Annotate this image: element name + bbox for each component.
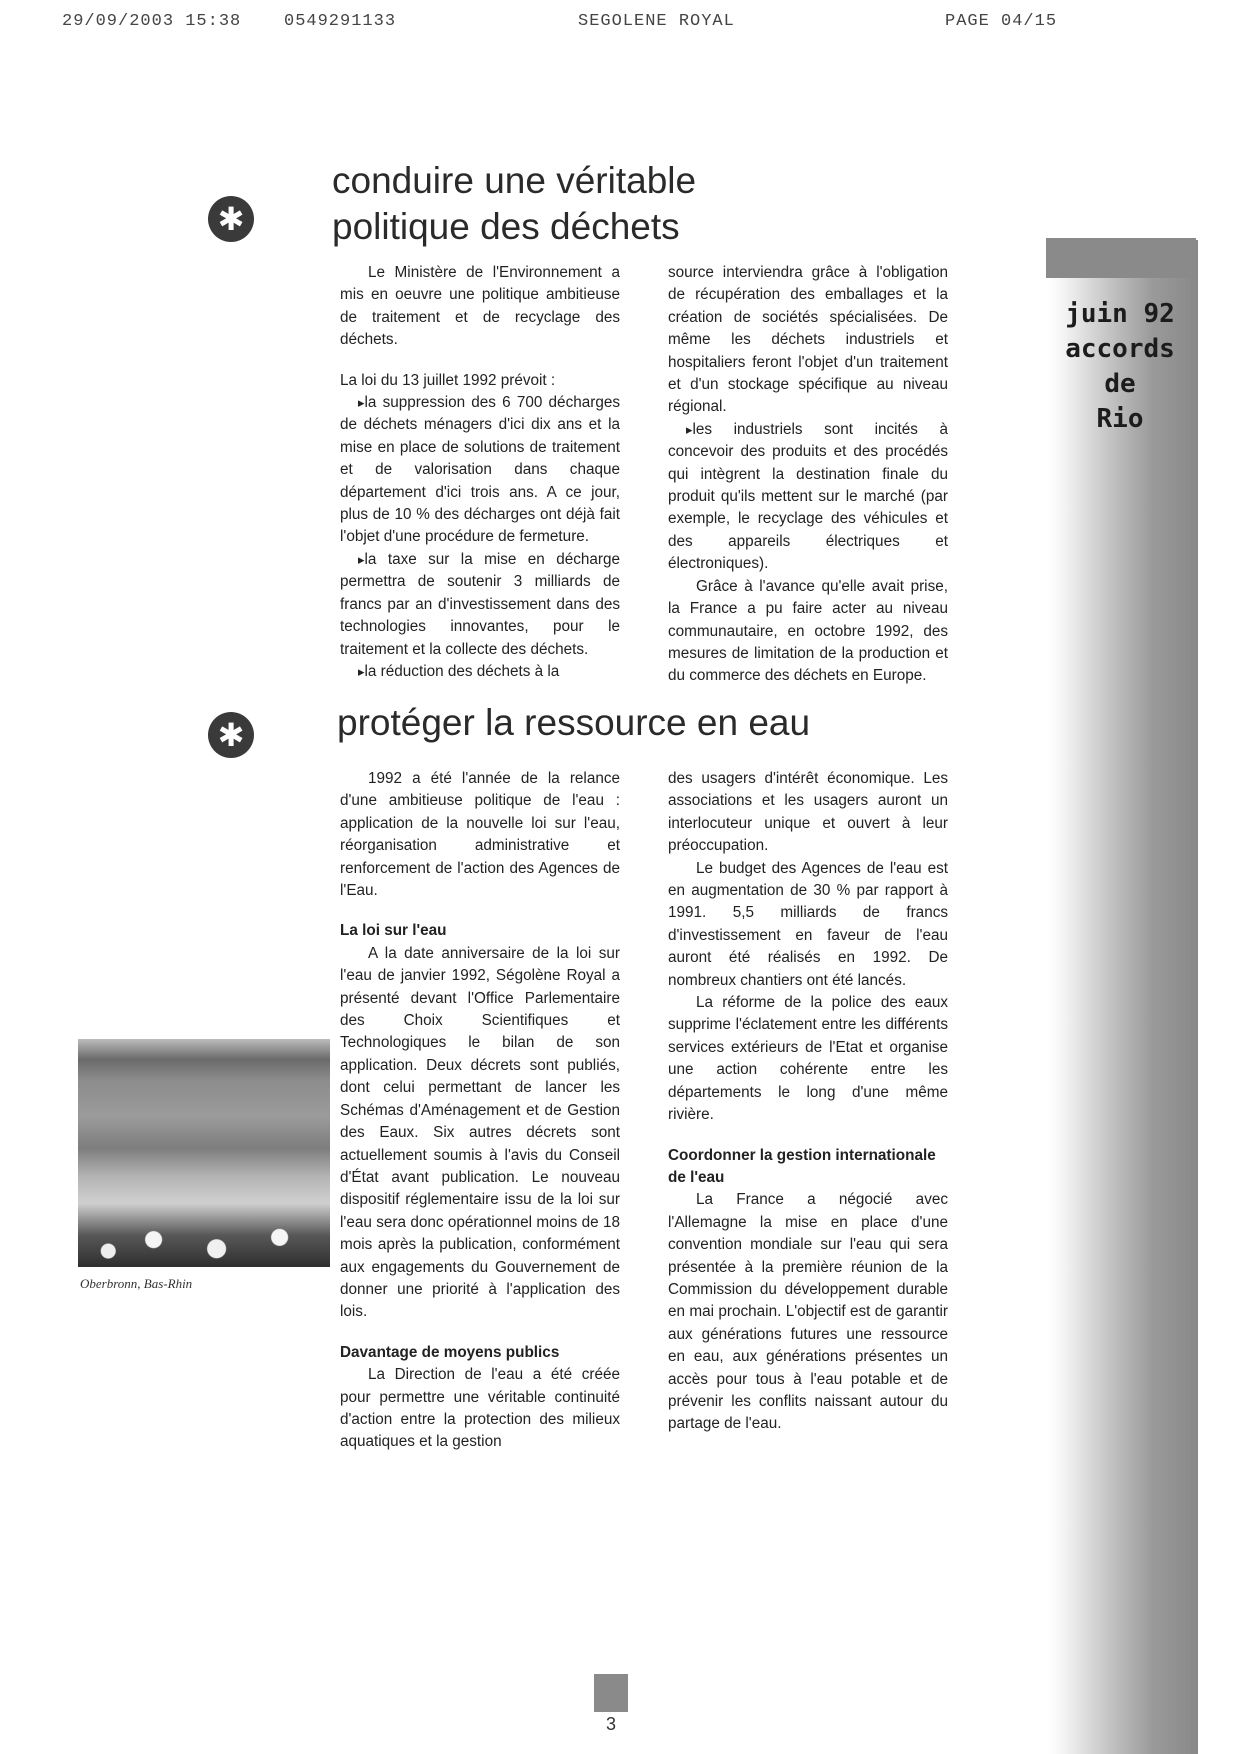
landscape-photo [78, 1039, 330, 1267]
section2-column-right [668, 768, 948, 1436]
section-title-dechets [332, 158, 696, 250]
sidebar-caption-line: de [1104, 369, 1136, 399]
section-title-eau: protéger la ressource en eau [337, 702, 811, 743]
page-number: 3 [605, 1714, 616, 1734]
paragraph: La Direction de l'eau a été créée pour permettre une véritable continuité d'action entre la protection des milieux aquatiques et la gestion [340, 1366, 620, 1451]
sidebar-shaded-strip [1048, 240, 1198, 1754]
list-item: ▸ la taxe sur la mise en décharge permettra de soutenir 3 milliards de francs par an d'investissement dans des technologies innovantes, pour le traitement et la collecte des déchets. [340, 549, 620, 661]
paragraph: La loi du 13 juillet 1992 prévoit : [340, 371, 556, 389]
sidebar-caption-line: accords [1065, 334, 1175, 364]
list-item: ▸ la réduction des déchets à la [340, 661, 620, 683]
sidebar-caption-line: juin 92 [1065, 299, 1175, 329]
sidebar-caption-line: Rio [1096, 404, 1144, 434]
section-title-line: conduire une véritable [332, 160, 697, 201]
section2-column-left [340, 768, 620, 1454]
section-title-line: politique des déchets [332, 206, 680, 247]
fax-header [0, 12, 1240, 42]
paragraph: Le Ministère de l'Environnement a mis en oeuvre une politique ambitieuse de traitement et de recyclage des déchets. [340, 264, 620, 349]
section1-column-left [340, 262, 620, 683]
paragraph: La France a négocié avec l'Allemagne la mise en place d'une convention mondiale sur l'eau qui sera présentée à la première réunion de la Commission du développement durable en mai prochain. L'objectif est de garantir aux générations futures une ressource en eau, aux générations présentes un accès pour tous à l'eau potable et de prévenir les conflits naissant autour du partage de l'eau. [668, 1191, 948, 1433]
list-item: ▸ les industriels sont incités à concevoir des produits et des procédés qui intègrent la destination finale du produit qu'ils mettent sur le marché (par exemple, le recyclage des véhicules et des appareils électriques et électroniques). [668, 419, 948, 576]
photo-caption: Oberbronn, Bas-Rhin [80, 1276, 193, 1291]
paragraph: 1992 a été l'année de la relance d'une ambitieuse politique de l'eau : application de la nouvelle loi sur l'eau, réorganisation administrative et renforcement de l'action des Agences de l'Eau. [340, 770, 620, 900]
page-number-marker [594, 1674, 628, 1712]
paragraph: La réforme de la police des eaux supprime l'éclatement entre les différents services extérieurs de l'Etat et organise une action cohérente entre les départements le long d'une même rivière. [668, 994, 948, 1124]
fax-phone: 0549291133 [284, 12, 397, 31]
subheading: La loi sur l'eau [340, 922, 447, 940]
list-item: ▸ la suppression des 6 700 décharges de déchets ménagers d'ici dix ans et la mise en place de solutions de traitement et de valorisation dans chaque département d'ici trois ans. A ce jour, plus de 10 % des décharges ont déjà fait l'objet d'une procédure de fermeture. [340, 392, 620, 549]
fax-sender: SEGOLENE ROYAL [578, 12, 735, 31]
paragraph: des usagers d'intérêt économique. Les associations et les usagers auront un interlocuteur unique et ouvert à leur préoccupation. [668, 770, 948, 855]
section1-column-right [668, 262, 948, 688]
sidebar-header-block [1046, 238, 1196, 278]
asterisk-bullet-icon: ✱ [208, 196, 254, 242]
fax-page: PAGE 04/15 [945, 12, 1058, 31]
paragraph: source interviendra grâce à l'obligation de récupération des emballages et la création de sociétés spécialisées. De même les déchets industriels et hospitaliers feront l'objet d'un traitement et d'un stockage spécifique au niveau régional. [668, 264, 948, 416]
fax-datetime: 29/09/2003 15:38 [62, 12, 242, 31]
asterisk-bullet-icon: ✱ [208, 712, 254, 758]
subheading: Davantage de moyens publics [340, 1343, 560, 1361]
sidebar-caption [1050, 297, 1190, 437]
paragraph: Grâce à l'avance qu'elle avait prise, la France a pu faire acter au niveau communautaire, en octobre 1992, des mesures de limitation de la production et du commerce des déchets en Europe. [668, 577, 948, 685]
paragraph: Le budget des Agences de l'eau est en augmentation de 30 % par rapport à 1991. 5,5 milliards de francs d'investissement en faveur de l'eau auront été réalisés en 1992. De nombreux chantiers ont été lancés. [668, 859, 948, 989]
subheading: Coordonner la gestion internationale de l'eau [668, 1146, 936, 1186]
paragraph: A la date anniversaire de la loi sur l'eau de janvier 1992, Ségolène Royal a présenté devant l'Office Parlementaire des Choix Scientifiques et Technologiques le bilan de son application. Deux décrets sont publiés, dont celui permettant de lancer les Schémas d'Aménagement et de Gestion des Eaux. Six autres décrets sont actuellement soumis à l'avis du Conseil d'État avant publication. Le nouveau dispositif réglementaire issu de la loi sur l'eau sera donc opérationnel moins de 18 mois après la publication, conformément aux engagements du Gouvernement de donner une priorité à l'application des lois. [340, 944, 620, 1321]
